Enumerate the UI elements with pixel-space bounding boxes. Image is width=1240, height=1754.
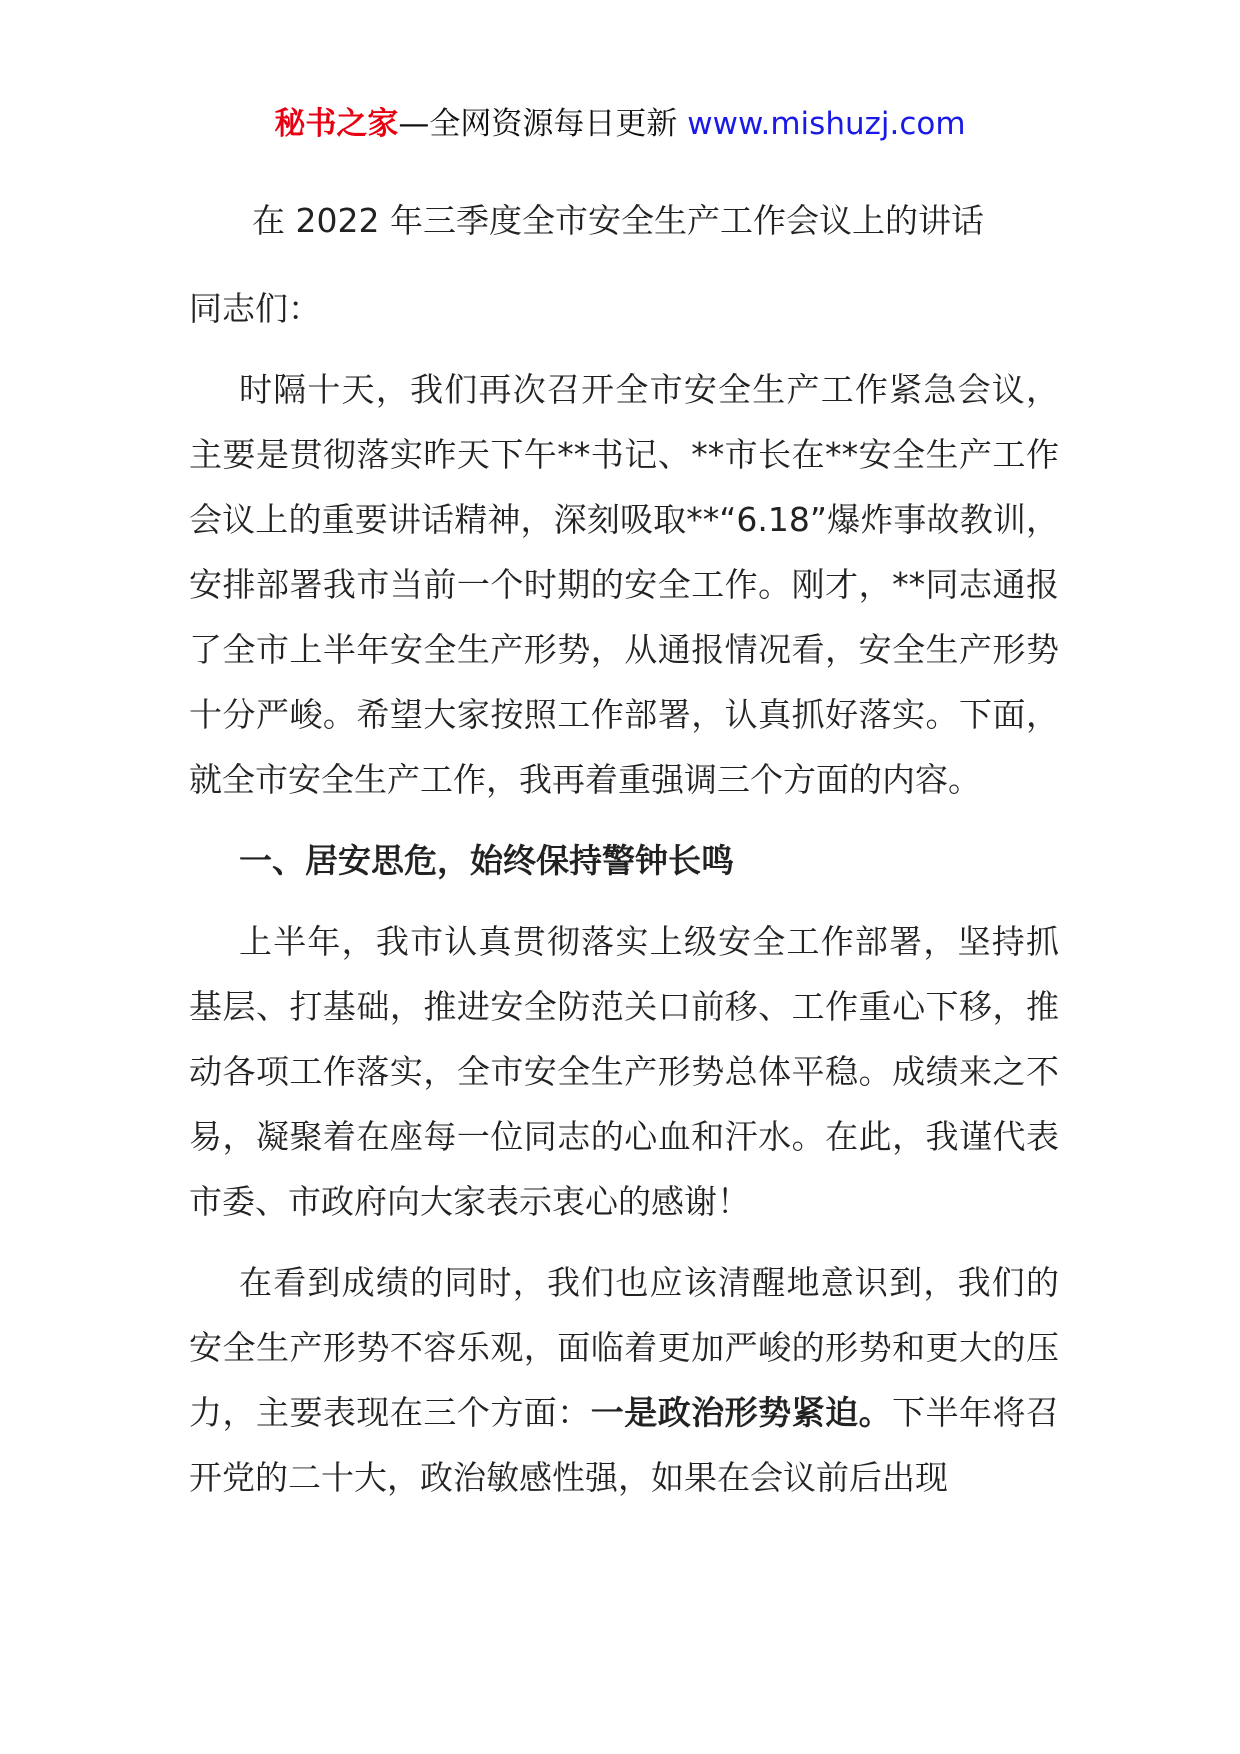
brand-name: 秘书之家 (274, 106, 399, 142)
paragraph-3-bold-point: 一是政治形势紧迫。 (590, 1393, 893, 1432)
paragraph-3-end: 下半年将召开党的二十大，政治敏感性强，如果在会议前后出现 (189, 1393, 1060, 1497)
paragraph-3-start: 在看到成绩的同时，我们也应该清醒地意识到，我们的安全生产形势不容乐观，面临着更加严峻的形势和更大的压力，主要表现在三个方面： (189, 1263, 1059, 1432)
paragraph-3 (189, 1250, 1059, 1510)
paragraph-1: 时隔十天，我们再次召开全市安全生产工作紧急会议，主要是贯彻落实昨天下午**书记、**市长在**安全生产工作会议上的重要讲话精神，深刻吸取**“6.18”爆炸事故教训，安排部署我市当前一个时期的安全工作。刚才，**同志通报了全市上半年安全生产形势，从通报情况看，安全生产形势十分严峻。希望大家按照工作部署，认真抓好落实。下面，就全市安全生产工作，我再着重强调三个方面的内容。 (189, 370, 1059, 799)
document-body (189, 276, 1059, 1510)
salutation: 同志们： (189, 289, 321, 328)
document-title: 在 2022 年三季度全市安全生产工作会议上的讲话 (252, 201, 984, 240)
site-header (0, 101, 1240, 147)
section-heading-1: 一、居安思危，始终保持警钟长鸣 (239, 841, 734, 880)
paragraph-2: 上半年，我市认真贯彻落实上级安全工作部署，坚持抓基层、打基础，推进安全防范关口前移、工作重心下移，推动各项工作落实，全市安全生产形势总体平稳。成绩来之不易，凝聚着在座每一位同志的心血和汗水。在此，我谨代表市委、市政府向大家表示衷心的感谢！ (189, 922, 1059, 1221)
header-slogan: —全网资源每日更新 (398, 106, 688, 142)
site-url-link[interactable]: www.mishuzj.com (687, 106, 966, 142)
